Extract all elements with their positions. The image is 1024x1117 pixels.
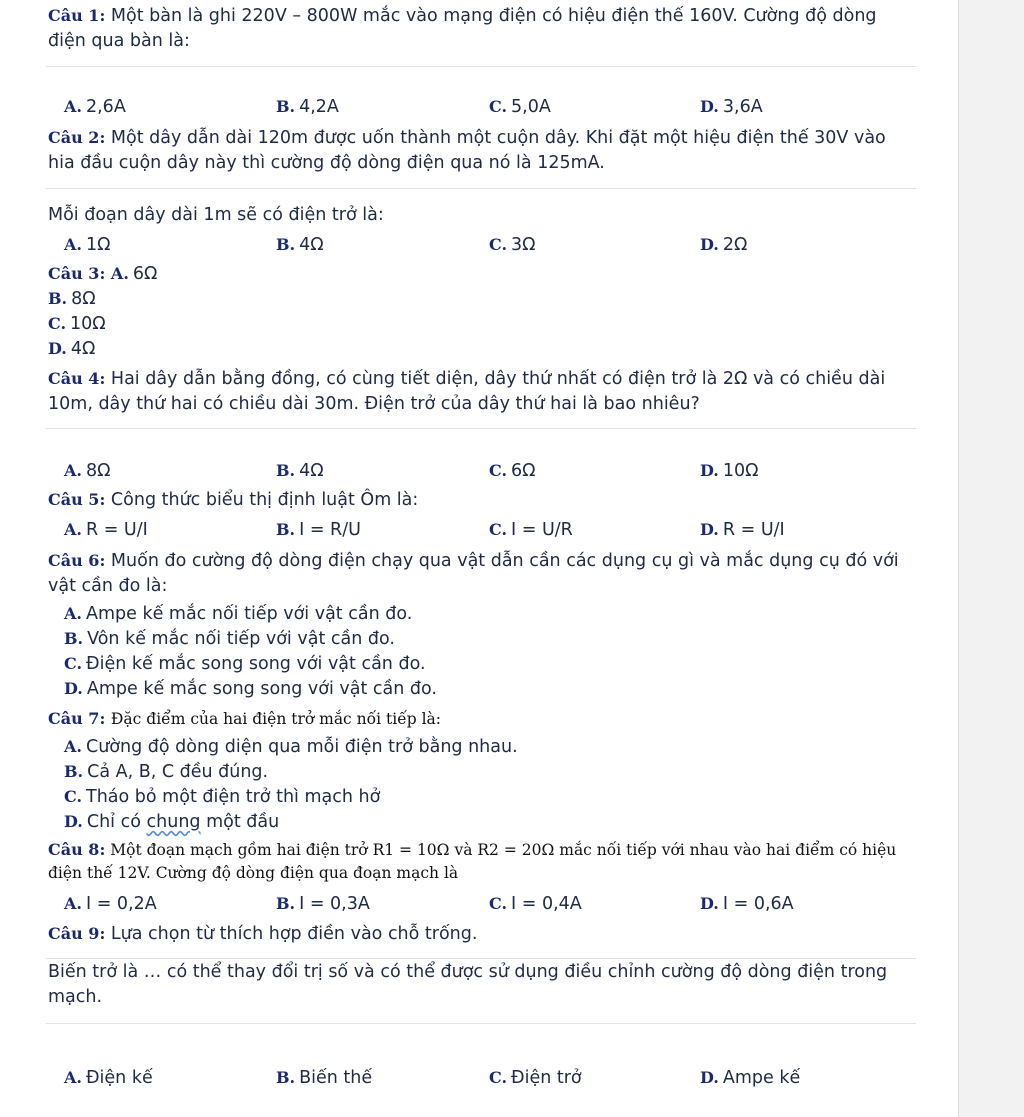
option-c: C. 3Ω <box>489 235 536 255</box>
question-label: Câu 8: <box>48 840 106 859</box>
question-2 <box>48 125 914 176</box>
option-a: 6Ω <box>132 264 158 284</box>
question-label: Câu 9: <box>48 924 106 943</box>
option-b: B. I = R/U <box>276 520 361 540</box>
divider <box>46 66 916 67</box>
question-2-subtext: Mỗi đoạn dây dài 1m sẽ có điện trở là: <box>48 205 384 225</box>
question-label: Câu 4: <box>48 369 106 388</box>
option-b: B. 4Ω <box>276 461 324 481</box>
option-c: C. Tháo bỏ một điện trở thì mạch hở <box>64 787 381 807</box>
option-a: A. 1Ω <box>64 235 111 255</box>
option-c: C. I = 0,4A <box>489 894 582 914</box>
question-text: Lựa chọn từ thích hợp điền vào chỗ trống. <box>110 924 478 944</box>
divider <box>46 428 916 429</box>
option-d: D. R = U/I <box>700 520 785 540</box>
question-9-subtext: Biến trở là … có thể thay đổi trị số và có thể được sử dụng điều chỉnh cường độ dòng điện trong mạch. <box>48 962 888 1007</box>
question-1 <box>48 3 914 54</box>
option-a: A. I = 0,2A <box>64 894 157 914</box>
option-b: B. Biến thế <box>276 1068 373 1088</box>
option-b: B. 4,2A <box>276 97 339 117</box>
question-text: Một dây dẫn dài 120m được uốn thành một cuộn dây. Khi đặt một hiệu điện thế 30V vào hia đầu cuộn dây này thì cường độ dòng điện qua nó là 125mA. <box>48 128 886 173</box>
question-9 <box>48 921 477 947</box>
option-a: A. 2,6A <box>64 97 126 117</box>
question-7 <box>48 706 441 732</box>
option-a: A. Điện kế <box>64 1068 153 1088</box>
question-text: Đặc điểm của hai điện trở mắc nối tiếp là: <box>110 710 442 728</box>
right-side-panel <box>958 0 1024 1117</box>
option-d: D. 4Ω <box>48 339 96 359</box>
question-text: Một bàn là ghi 220V – 800W mắc vào mạng điện có hiệu điện thế 160V. Cường độ dòng điện qua bàn là: <box>48 6 877 51</box>
option-c: C. Điện kế mắc song song với vật cần đo. <box>64 654 426 674</box>
option-c: C. 10Ω <box>48 314 106 334</box>
option-d: D. Ampe kế <box>700 1068 801 1088</box>
option-c: C. Điện trở <box>489 1068 582 1088</box>
question-text: Một đoạn mạch gồm hai điện trở R1 = 10Ω và R2 = 20Ω mắc nối tiếp với nhau vào hai điểm có hiệu điện thế 12V. Cường độ dòng điện qua đoạn mạch là <box>48 841 897 882</box>
option-d: D. 2Ω <box>700 235 748 255</box>
question-3: Câu 3: A. 6Ω <box>48 264 158 284</box>
option-a: A. R = U/I <box>64 520 148 540</box>
question-label: Câu 1: <box>48 6 106 25</box>
option-c: C. 6Ω <box>489 461 536 481</box>
question-4 <box>48 366 914 417</box>
question-8 <box>48 838 914 885</box>
option-a: A. Cường độ dòng diện qua mỗi điện trở bằng nhau. <box>64 737 518 757</box>
option-a: A. Ampe kế mắc nối tiếp với vật cần đo. <box>64 604 413 624</box>
option-d: D. I = 0,6A <box>700 894 794 914</box>
option-d: D. Chỉ có chung một đầu <box>64 812 280 832</box>
question-5 <box>48 487 418 513</box>
option-c: C. I = U/R <box>489 520 573 540</box>
spelling-underline: chung <box>146 812 201 832</box>
question-text: Muốn đo cường độ dòng điện chạy qua vật dẫn cần các dụng cụ gì và mắc dụng cụ đó với vật cần đo là: <box>48 551 899 596</box>
option-c: C. 5,0A <box>489 97 551 117</box>
option-b: B. I = 0,3A <box>276 894 370 914</box>
option-a: A. 8Ω <box>64 461 111 481</box>
question-label: Câu 7: <box>48 709 106 728</box>
question-label: Câu 6: <box>48 551 106 570</box>
divider <box>46 958 916 959</box>
question-label: Câu 2: <box>48 128 106 147</box>
option-b: B. Cả A, B, C đều đúng. <box>64 762 269 782</box>
option-b: B. Vôn kế mắc nối tiếp với vật cần đo. <box>64 629 395 649</box>
option-b: B. 4Ω <box>276 235 324 255</box>
question-6 <box>48 548 914 599</box>
question-label: Câu 3: <box>48 264 106 283</box>
divider <box>46 188 916 189</box>
divider <box>46 1023 916 1024</box>
question-text: Hai dây dẫn bằng đồng, có cùng tiết diện, dây thứ nhất có điện trở là 2Ω và có chiều dài 10m, dây thứ hai có chiều dài 30m. Điện trở của dây thứ hai là bao nhiêu? <box>48 369 886 414</box>
option-b: B. 8Ω <box>48 289 96 309</box>
question-label: Câu 5: <box>48 490 106 509</box>
option-d: D. 10Ω <box>700 461 759 481</box>
option-d: D. 3,6A <box>700 97 763 117</box>
question-text: Công thức biểu thị định luật Ôm là: <box>110 490 419 510</box>
option-d: D. Ampe kế mắc song song với vật cần đo. <box>64 679 437 699</box>
